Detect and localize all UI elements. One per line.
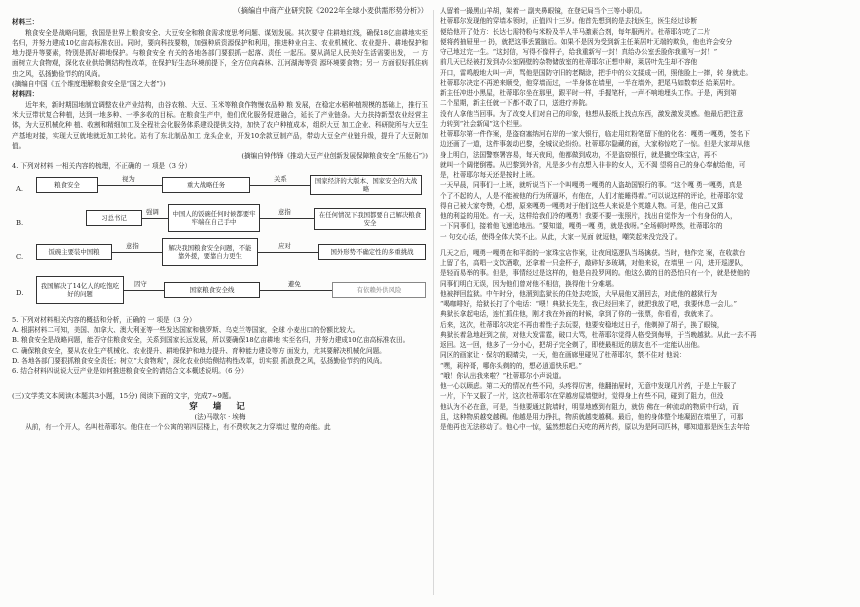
story-line: 几天之后，嘎勇一嘎勇在和平街的一家珠宝店作案，让夜间巡逻队当场擒获。当时，他作完 案，在收款台 <box>440 248 746 257</box>
diagram-d-left: 我国解决了14亿人的吃饱吃好的问题 <box>36 276 124 304</box>
column-divider <box>433 10 434 595</box>
story-opening: 从前，有一个开人，名叫杜蒂耶尔。他住在一个公寓的第四层楼上，有不费吹灰之力穿墙过 壁的奇能。此 <box>25 423 331 432</box>
story-line: 守己地过完一生。“这封信，写得不像样子，给我重新写一封！真给办公室丢脸你我重写一封！” <box>440 48 718 56</box>
diagram-c-rel-line <box>258 252 318 253</box>
story-line: 便将药抽屉里一 扔，就把这事丢置脑后。如果不是因为受到新主任莱居叶无端的欺负，他也许会安分 <box>440 37 733 46</box>
diagram-a-arrow <box>98 185 162 186</box>
story-line: 杜蒂耶尔决定不再逆来顺受，他穿墙而过，一半身体在墙里，一半在墙外，把尾马如数奉还 给莱居叶。 <box>440 78 739 87</box>
question-5-option-a: A. 根据材料二可知，美国、加拿大、澳大利亚等一些发达国家和俄罗斯、乌克兰等国家，全球 小麦出口的份额比较大。 <box>12 326 360 335</box>
story-line: 一 句交心话，使得全体大笑不止。从此，大家一见面 就逗他，嘲笑起来没完没了。 <box>440 232 682 241</box>
option-d-label: D. <box>16 288 24 297</box>
story-line: 是，杜蒂耶尔每天还是按时上班。 <box>440 171 539 179</box>
diagram-c-rel-label: 应对 <box>278 241 291 250</box>
diagram-c-left: 饭碗主要装中国粮 <box>36 244 112 260</box>
diagram-d-arrow <box>124 290 164 291</box>
diagram-b-right: 在任何情况下我国都要自己解决粮食安全 <box>314 208 426 230</box>
story-line: 人留着一撮黑山羊胡，架着一 副夹鼻眼镜，在登记局当个三等小职员。 <box>440 7 647 15</box>
diagram-d-right: 有依赖外供风险 <box>332 282 426 298</box>
material4-citation: (摘编自钟伟锋《推动大豆产业创新发展保障粮食安全“压舱石”》) <box>241 152 428 161</box>
story-line: 且，这种物质越变越稠。他越是用力挣扎，物质就越变越稠。最后，他的身体整个地凝固在墙里了，可那 <box>440 412 744 421</box>
story-line: 就叫一个阔佬倒霉。从巴黎到外省，凡是多少有点想入非非的女人，无不渴 望将自己的身心奉献给他，可 <box>440 160 746 169</box>
question-5: 5. 下列对材料相关内容的概括和分析，正确的 一 项是（3 分） <box>12 315 196 324</box>
diagram-a-rel-line <box>250 185 310 186</box>
diagram-b-arrow <box>142 218 168 219</box>
story-line: 个了不起的人，人是不能被他的行为所逼坏，有他在，人们才能睡得着。”可以说这样的评论，杜蒂耶尔觉 <box>440 191 744 200</box>
story-line: 上留了名，高唱一支饮酒歌，还拿着一只金杯子，敲碎好多玻璃，对他来说，在墙里 一 闪，进开巡逻队， <box>440 259 748 267</box>
question-6: 6. 结合材料四说说大豆产业是如何推进粮食安全的请结合文本概述说明。（6 分） <box>12 367 248 376</box>
story-line: 一下同事们，接着他飞速追地出。“要知道，嘎勇一嘎 勇，就是我呀。”全场顿时哗然，杜蒂耶尔的 <box>440 222 723 231</box>
story-line: 便给他开了处方：长达七需特粉与米粉及半人半马激素合剂，每年服两片。杜蒂耶尔吃了二片 <box>440 27 711 36</box>
source-note: （摘编自中商产业研究院《2022年全球小麦供需形势分析》） <box>233 6 428 15</box>
diagram-a-left: 粮食安全 <box>36 177 98 193</box>
question-4: 4. 下列对材料 一相关内容的梳理，不正确的 一 项是（3 分） <box>12 162 192 171</box>
diagram-d-mid: 国家粮食安全线 <box>164 282 260 298</box>
diagram-b-rel-label: 意指 <box>278 207 291 216</box>
option-b-label: B. <box>16 218 24 227</box>
diagram-d-rel-line <box>260 290 332 291</box>
story-line: 典狱长拿起电话，连忙抓住他，刚才我在外面的时候，拿到了你的一张票，你看看，我就来了。 <box>440 310 717 319</box>
right-column <box>440 6 852 602</box>
question-5-option-b: B. 粮食安全是战略问题，能否守住粮食安全，关系到国家长远发展，所以要确保18亿亩耕地 实至名归，并努力建成10亿亩高标准农田。 <box>12 336 410 345</box>
section-heading: (三)文学类文本阅读(本题共3小题，15分) 阅读下面的文字，完成7~9题。 <box>12 391 236 400</box>
story-line: 是他再也无法移动了。他心中一惊，猛然想起白天吃的两片药，原以为是阿司匹林，哪知道那是医生去年给 <box>440 423 750 431</box>
option-a-label: A. <box>16 184 24 193</box>
story-line: 一天早晨，同事们一上班，就听说当下一个叫嘎勇一嘎勇的人盗劫国银行的事。“这个嘎 勇一嘎勇，真是 <box>440 181 743 190</box>
story-line: 前几天已经被打发到办公室隔壁的杂物储放室的杜蒂耶尔正想申辩，莱居叶先生却不容他 <box>440 58 698 67</box>
left-column <box>12 6 428 602</box>
material3-citation: (摘编自中国《五个维度理解粮食安全是“国之大者”》) <box>12 80 166 89</box>
story-line: “哦！你认出我来啦？”杜蒂耶尔小声说道。 <box>440 371 566 380</box>
material4-heading: 材料四： <box>12 90 39 99</box>
diagram-a-rel-label: 关系 <box>274 174 287 183</box>
story-line: 得自己被大家夸赞，心想，原来嘎勇一嘎勇对于他们这些人来说是个英雄人物。可是，他自己又算 <box>440 201 724 210</box>
story-line: 后来，这次，杜蒂耶尔决定不再由着性子去玩耍，他要安稳地过日子，他剃掉了胡子，换了眼镜， <box>440 320 724 329</box>
story-line: 他的利益的用处。有一天，这样给我们冷的嘎勇！我要不要一张照片，找出自觉作为一个有身份的人， <box>440 212 737 220</box>
material4-text: 近年来，新时期国地制宜调整农业产业结构，由谷农粮、大豆、玉米等粮食作物慢农品种 粮 发展，在稳定水稻种植规模的基础上，推行玉米大豆带状复合种植，达到一地多种、一季多收的目标。在粮食生产中，他们优化服务促进融合，延长了产业链条。大力扶持新型农业经营主体，为大豆机械化种 植、收割和精细加工及全程社会化服务体系建设提供支持，加快了农户种植成本，组织大豆 加工企业、科研院所与大豆生产基地对接，实现大豆就地就近加工转化。站有了东北制品加工 龙头企业，开发10余款豆制产品，带动大豆全产业链升级，提升了大豆附加值。 <box>12 100 428 150</box>
story-line: 杜蒂耶尔发现他的穿墙本领时，正值四十三岁。他首先想到的是去找医生，医生经过诊断 <box>440 17 698 26</box>
diagram-b-rel-line <box>260 218 314 219</box>
option-c-label: C. <box>16 252 24 261</box>
story-line: 二个星期，新主任就一下都不敢了口，送进疗养院。 <box>440 99 592 108</box>
diagram-b-left: 习总书记 <box>86 210 142 226</box>
story-line: 是轻而易举的事。但是，事情经过是这样的，他是自投罗网的。他这么做的目的恐怕只有一个，就是使他的 <box>440 269 750 278</box>
material3-heading: 材料三： <box>12 18 39 27</box>
question-5-option-d: D. 各地各部门要狠抓粮食安全责任；树立“大食物观”，深化农业供给侧结构性改革，切实狠 抓浪费之风，弘扬勤俭节约的风尚。 <box>12 356 387 365</box>
question-5-option-c: C. 确保粮食安全，要从农业生产机械化、农业提升、耕地保护和地力提升、育种能力建设等方 面发力，尤其要解决机械化问题。 <box>12 346 386 355</box>
story-line: “喝咖啡好，给狱长打了个电话：“喂！典狱长先生，我已经回来了，就把我放了吧，我要休息一会儿。” <box>440 300 737 308</box>
diagram-d-arrow-label: 因守 <box>134 279 147 288</box>
story-line: 返回。这一回，他多了一分小心，把胡子完全剃了，即使最相近的朋友也不一定能认出他。 <box>440 341 704 349</box>
diagram-a-mid: 重大战略任务 <box>162 177 250 193</box>
story-line: 杜蒂耶尔第一件作案，是盗窃塞纳河右岸的一家大银行，临走用红粉笔留下他的化名：嘎勇一嘎勇，签名下 <box>440 130 750 138</box>
story-line: 一片，下午又服了一片，这次杜蒂耶尔在穿越房屋墙壁时，觉得身上有些不同，碰到了阻力，但没 <box>440 392 724 401</box>
story-line: 他被押回监狱。中午时分，他溜到监狱长的住处去吃饭，大早晨他又溜回去，对此他的越狱行为 <box>440 289 717 298</box>
question-4-diagram <box>12 174 428 312</box>
diagram-c-arrow <box>112 252 162 253</box>
story-line: 身上明白，法国警察署容易，每天夜间，他都做到成功，不是盗窃银行，就是撬空珠宝店，再不 <box>440 150 717 159</box>
diagram-a-right: 国家经济的大版本、国家安全的大战略 <box>310 175 422 195</box>
story-line: 他一心以顾虑。第二天的情况有些不同，头疼得厉害，他翻抽屉时，无意中发现几片药，于是上午服了 <box>440 382 737 390</box>
diagram-c-mid: 解决我国粮食安全问题，不能靠外援，要靠自力更生 <box>162 238 258 266</box>
diagram-d-rel-label: 避免 <box>288 279 301 288</box>
diagram-a-arrow-label: 视为 <box>122 174 135 183</box>
material3-text: 粮食安全是战略问题，我国是世界上粮食安全、大豆安全和粮食需求度思考问题、谋划发展。其次要守 住耕地红线，确保18亿亩耕地实至名归，并努力建成10亿亩高标准农田。同时，要向科技要粮，加强种质资源保护和利用，推进种业自主、农业机械化、农业提升、耕地保护和地力提升等要素，特别是抓好耕地保护。与粮食安全 有关的各地各部门要狠抓一起落、责任 一起压。要从满足人民美好生活需要出发， 一 方面树立大食物观，深化农业供给侧结构性改革，在保护好生态环境前提下，全方位向森林、江河湖海等资 源环境要食物；另一 方面很好抓住病虫之风，弘扬勤俭节约的风尚。 <box>12 28 428 78</box>
story-line: 典狱长着急地赶到之前，对他大发雷霆，破口大骂，杜蒂耶尔觉得人格受到侮辱，于当晚越狱。从此一去不再 <box>440 330 757 339</box>
diagram-b-mid: 中国人的饭碗任何时候都要牢牢端在自己手中 <box>168 204 260 232</box>
story-line: 他认为不必在意，可是，当他要通过院墙时，明显地感到有阻力，就仿 佛在一种流动的物质中行动，而 <box>440 402 739 411</box>
story-line: 力转到“社会新闻”这个栏里。 <box>440 119 526 128</box>
story-line: 没有人拿他当回事。为了改变人们对自己的印象，他想从报纸上找点东西，激发激发灵感。他最后把注意 <box>440 109 744 118</box>
diagram-c-right: 国外形势不确定性的多重挑战 <box>318 244 426 260</box>
story-line: 同区的画家让 · 保尔的眼睛尖，一天，他在画廊里碰见了杜蒂耶尔，禁不住对 他说： <box>440 351 686 360</box>
story-line: 新主任冲进小黑屋，杜蒂耶尔坐在那里，跟平时一样，手握笔杆，一声不响地埋头工作。于是，两到第 <box>440 89 737 97</box>
story-line: 边还画了一道，这件事轰动巴黎，全城议论纷纷。杜蒂耶尔隐藏的面，大家称惊吃了一惊。但是大家却从他 <box>440 140 750 149</box>
story-line: 开口，雷鸣般地大叫一声，骂他是国防守旧的老糊涂，把手中的公文揉成一团，照他脸上一摔，转 身就走。 <box>440 68 753 77</box>
story-title: 穿 墙 记 <box>189 401 251 412</box>
story-line: 同事们明白无误，因为他们曾对他不相信，换得他十分难堪。 <box>440 279 619 288</box>
story-line: “嘿，莉梓哥，哪你头剃的的，想必逍遥快乐吧。” <box>440 361 582 370</box>
diagram-c-arrow-label: 意指 <box>126 241 139 250</box>
story-author: (法)马歇尔 · 埃梅 <box>194 413 246 422</box>
diagram-b-arrow-label: 强调 <box>146 207 159 216</box>
